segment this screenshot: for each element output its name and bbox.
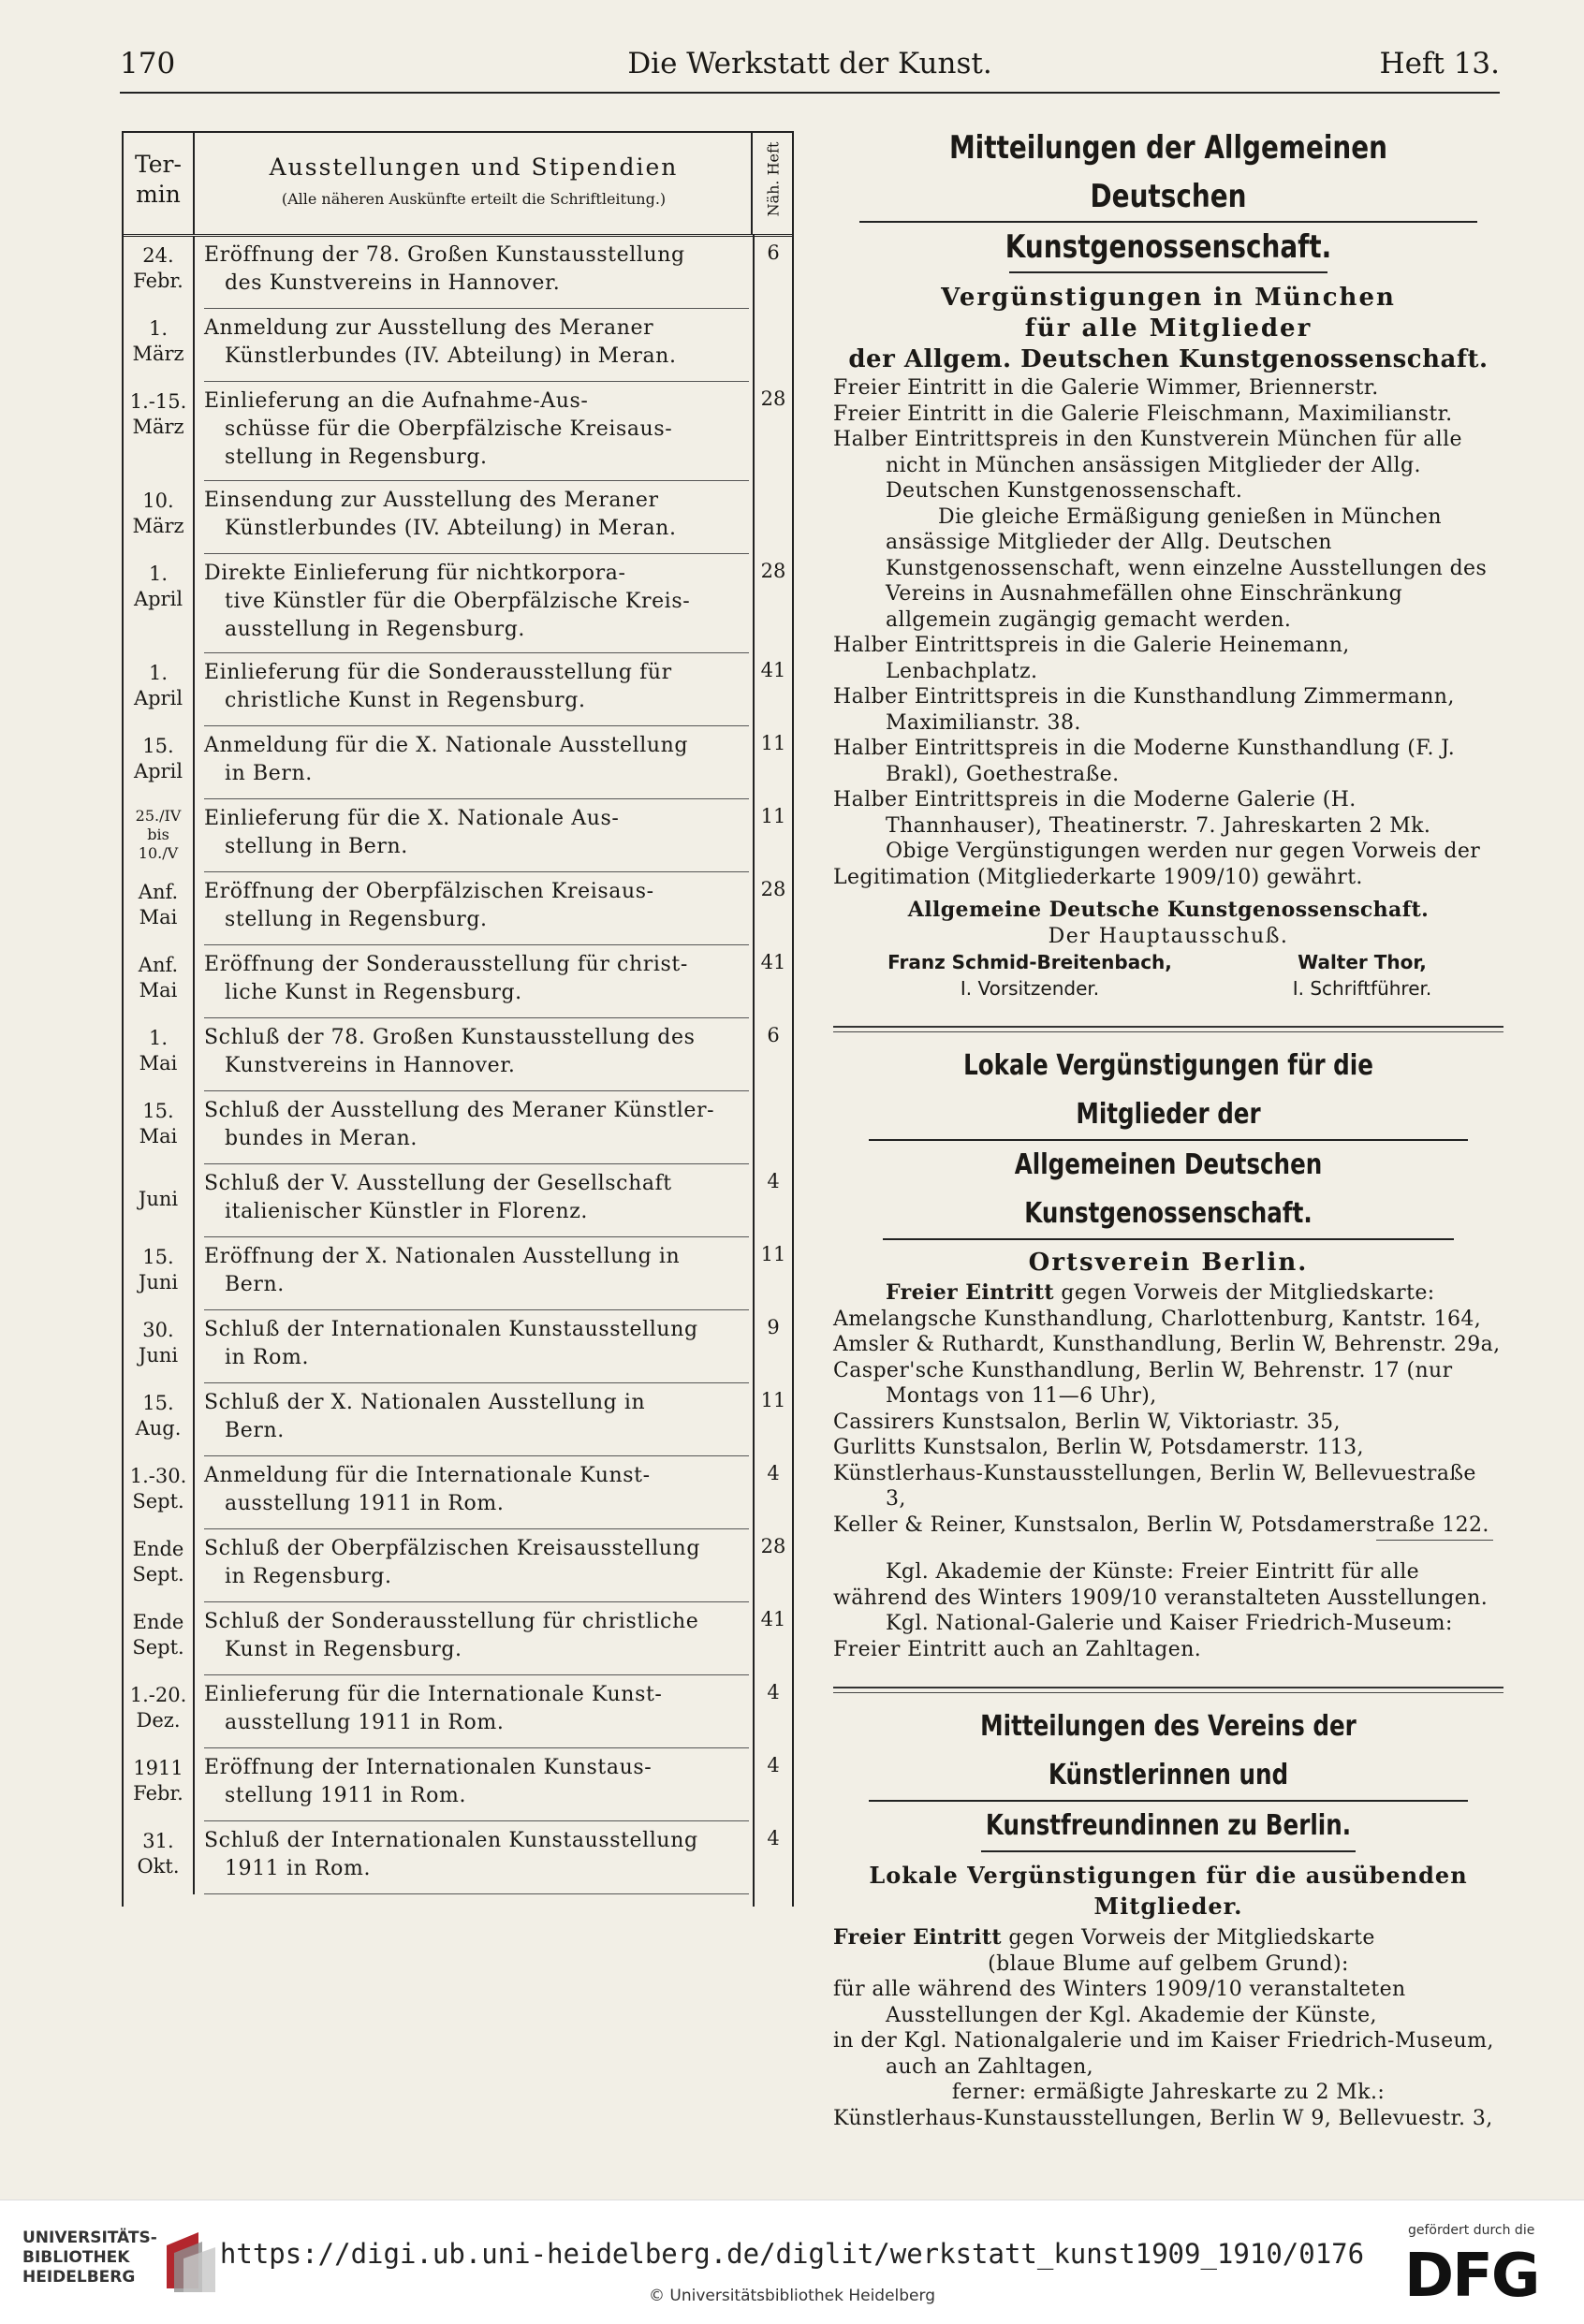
exhibition-table xyxy=(122,131,794,1907)
sec2-lead: Freier Eintritt gegen Vorweis der Mitgliedskarte: xyxy=(886,1280,1435,1305)
signatures xyxy=(833,949,1503,1001)
section-separator xyxy=(833,1031,1503,1032)
termin-header: Ter- min xyxy=(124,133,195,234)
right-column xyxy=(833,124,1503,2131)
row-date: 30. Juni xyxy=(124,1310,195,1383)
table-row xyxy=(124,309,792,382)
row-date: 1. März xyxy=(124,309,195,382)
row-heft: 41 xyxy=(760,659,786,681)
sec1-line: Halber Eintrittspreis in die Moderne Kunsthandlung (F. J. Brakl), Goethestraße. xyxy=(833,737,1456,786)
row-date: 10. März xyxy=(124,481,195,554)
sec1-line: Freier Eintritt in die Galerie Fleischmann, Maximilianstr. xyxy=(833,402,1453,426)
row-text: Schluß der V. Ausstellung der Gesellschaft italienischer Künstler in Florenz. xyxy=(204,1172,672,1223)
table-row xyxy=(124,1748,792,1821)
heft-header: Näh. Heft xyxy=(764,141,783,217)
page-number: 170 xyxy=(120,47,176,80)
short-rule xyxy=(1376,1540,1493,1541)
row-text: Einlieferung für die Sonderausstellung für christliche Kunst in Regensburg. xyxy=(204,661,672,712)
sec2-extra: Kgl. Akademie der Künste: Freier Eintritt für alle während des Winters 1909/10 veranstalteten Ausstellungen. xyxy=(833,1560,1489,1610)
row-date: 15. Juni xyxy=(124,1237,195,1310)
row-date: 1. April xyxy=(124,653,195,726)
table-row xyxy=(124,945,792,1018)
row-text: Schluß der 78. Großen Kunstausstellung des Kunstvereins in Hannover. xyxy=(204,1026,696,1077)
main-header-note: (Alle näheren Auskünfte erteilt die Schriftleitung.) xyxy=(281,190,667,208)
table-row xyxy=(124,1602,792,1675)
sec1-org: Allgemeine Deutsche Kunstgenossenschaft. xyxy=(907,898,1430,922)
sec1-title-line2: Kunstgenossenschaft. xyxy=(1005,228,1332,266)
header-rule xyxy=(120,92,1500,94)
table-row xyxy=(124,1018,792,1091)
section-separator xyxy=(833,1687,1503,1688)
sec1-committee: Der Hauptausschuß. xyxy=(1048,924,1289,948)
row-heft: 41 xyxy=(760,1608,786,1630)
sec2-title-line1: Lokale Vergünstigungen für die Mitglieder der xyxy=(963,1049,1373,1131)
sec1-subtitle-3: der Allgem. Deutschen Kunstgenossenschaft. xyxy=(848,345,1489,373)
row-date: Ende Sept. xyxy=(124,1529,195,1602)
table-row xyxy=(124,872,792,945)
table-header xyxy=(124,133,792,237)
row-text: Einsendung zur Ausstellung des Meraner Künstlerbundes (IV. Abteilung) in Meran. xyxy=(204,489,677,540)
row-text: Eröffnung der Sonderausstellung für christ- liche Kunst in Regensburg. xyxy=(204,953,688,1004)
row-date: 1.-20. Dez. xyxy=(124,1675,195,1748)
section-separator xyxy=(833,1026,1503,1028)
row-heft: 11 xyxy=(760,732,786,754)
sec2-line: Amsler & Ruthardt, Kunsthandlung, Berlin W, Behrenstr. 29a, xyxy=(833,1333,1501,1356)
table-row xyxy=(124,1675,792,1748)
sec1-line: Halber Eintrittspreis in den Kunstverein München für alle nicht in München ansässigen Mitglieder der Allg. Deutschen Kunstgenossenschaft. xyxy=(833,428,1462,503)
row-text: Anmeldung zur Ausstellung des Meraner Künstlerbundes (IV. Abteilung) in Meran. xyxy=(204,316,677,368)
row-heft: 41 xyxy=(760,951,786,973)
title-underline xyxy=(1009,271,1327,273)
library-logo[interactable]: UNIVERSITÄTS- BIBLIOTHEK HEIDELBERG xyxy=(22,2229,157,2287)
footer-bar xyxy=(0,2200,1584,2324)
row-date: 15. Aug. xyxy=(124,1383,195,1456)
sec3-line: in der Kgl. Nationalgalerie und im Kaiser Friedrich-Museum, auch an Zahltagen, xyxy=(833,2029,1494,2079)
row-text: Eröffnung der Internationalen Kunstaus- stellung 1911 in Rom. xyxy=(204,1756,653,1807)
row-heft: 4 xyxy=(767,1681,780,1703)
title-underline xyxy=(981,1850,1356,1852)
sec2-title-line2: Allgemeinen Deutschen Kunstgenossenschaft. xyxy=(1014,1148,1323,1230)
row-date: 1911 Febr. xyxy=(124,1748,195,1821)
row-text: Einlieferung für die X. Nationale Aus- stellung in Bern. xyxy=(204,807,620,858)
sec1-line: Die gleiche Ermäßigung genießen in München ansässige Mitglieder der Allg. Deutschen Kunstgenossenschaft, wenn einzelne Ausstellungen des Vereins in Ausnahmefällen ohne Einschränkung allgemein zugängig gemacht werden. xyxy=(886,504,1488,632)
row-text: Direkte Einlieferung für nichtkorpora- tive Künstler für die Oberpfälzische Kreis- ausstellung in Regensburg. xyxy=(204,562,691,641)
row-text: Schluß der Ausstellung des Meraner Künstler- bundes in Meran. xyxy=(204,1099,715,1150)
sec3-line: Künstlerhaus-Kunstausstellungen, Berlin W 9, Bellevuestr. 3, xyxy=(833,2106,1493,2130)
sec3-subtitle-2: Mitglieder. xyxy=(1093,1893,1243,1920)
row-date: Juni xyxy=(124,1164,195,1237)
row-text: Schluß der Sonderausstellung für christliche Kunst in Regensburg. xyxy=(204,1610,699,1661)
row-date: 15. Mai xyxy=(124,1091,195,1164)
sec3-line: für alle während des Winters 1909/10 veranstalteten Ausstellungen der Kgl. Akademie der Künste, xyxy=(833,1978,1406,2027)
page-url[interactable]: https://digi.ub.uni-heidelberg.de/diglit/werkstatt_kunst1909_1910/0176 xyxy=(219,2238,1365,2270)
table-row xyxy=(124,1237,792,1310)
row-text: Eröffnung der 78. Großen Kunstausstellung des Kunstvereins in Hannover. xyxy=(204,243,685,295)
table-row xyxy=(124,799,792,872)
table-row xyxy=(124,1529,792,1602)
table-row xyxy=(124,653,792,726)
sec2-line: Gurlitts Kunstsalon, Berlin W, Potsdamerstr. 113, xyxy=(833,1436,1364,1459)
row-date: 1. April xyxy=(124,554,195,653)
row-heft: 4 xyxy=(767,1170,780,1192)
sec2-extra: Kgl. National-Galerie und Kaiser Friedrich-Museum: Freier Eintritt auch an Zahltagen. xyxy=(833,1612,1453,1661)
sec2-line: Cassirers Kunstsalon, Berlin W, Viktoriastr. 35, xyxy=(833,1410,1341,1434)
table-row xyxy=(124,1383,792,1456)
row-rule xyxy=(204,1893,749,1894)
sec3-subtitle-1: Lokale Vergünstigungen für die ausübenden xyxy=(869,1862,1468,1889)
row-heft: 6 xyxy=(767,1024,780,1046)
table-row xyxy=(124,1091,792,1164)
sec1-line: Obige Vergünstigungen werden nur gegen Vorweis der Legitimation (Mitgliederkarte 1909/10) gewährt. xyxy=(833,840,1481,889)
table-row xyxy=(124,1821,792,1894)
table-row xyxy=(124,481,792,554)
main-header-title: Ausstellungen und Stipendien xyxy=(269,153,679,181)
sec1-subtitle-2: für alle Mitglieder xyxy=(1024,314,1313,343)
table-row xyxy=(124,554,792,653)
funding-caption: gefördert durch die xyxy=(1408,2223,1535,2238)
dfg-logo[interactable]: DFG xyxy=(1404,2242,1539,2311)
row-text: Schluß der X. Nationalen Ausstellung in Bern. xyxy=(204,1391,646,1442)
row-heft: 4 xyxy=(767,1827,780,1849)
row-heft: 11 xyxy=(760,805,786,827)
title-underline xyxy=(883,1238,1454,1240)
row-date: Ende Sept. xyxy=(124,1602,195,1675)
sec1-line: Halber Eintrittspreis in die Moderne Galerie (H. Thannhauser), Theatinerstr. 7. Jahreskarten 2 Mk. xyxy=(833,788,1431,838)
signature-left: Franz Schmid-Breitenbach, I. Vorsitzender. xyxy=(887,951,1172,1000)
row-text: Schluß der Internationalen Kunstausstellung in Rom. xyxy=(204,1318,698,1369)
copyright: © Universitätsbibliothek Heidelberg xyxy=(648,2287,935,2305)
row-text: Schluß der Oberpfälzischen Kreisausstellung in Regensburg. xyxy=(204,1537,701,1588)
row-date: 31. Okt. xyxy=(124,1821,195,1894)
row-heft: 28 xyxy=(760,1535,786,1557)
row-heft: 28 xyxy=(760,387,786,410)
table-row xyxy=(124,1310,792,1383)
sec3-line: ferner: ermäßigte Jahreskarte zu 2 Mk.: xyxy=(951,2081,1386,2104)
sec1-line: Halber Eintrittspreis in die Kunsthandlung Zimmermann, Maximilianstr. 38. xyxy=(833,685,1455,735)
sec2-line: Künstlerhaus-Kunstausstellungen, Berlin W, Bellevuestraße 3, xyxy=(833,1461,1476,1511)
sec3-title-line2: Kunstfreundinnen zu Berlin. xyxy=(985,1809,1352,1842)
signature-right: Walter Thor, I. Schriftführer. xyxy=(1292,951,1432,1000)
journal-title: Die Werkstatt der Kunst. xyxy=(627,47,992,80)
row-text: Anmeldung für die X. Nationale Ausstellung in Bern. xyxy=(204,734,689,785)
row-heft: 11 xyxy=(760,1243,786,1265)
row-date: 1.-30. Sept. xyxy=(124,1456,195,1529)
sec1-title-line1: Mitteilungen der Allgemeinen Deutschen xyxy=(948,129,1388,215)
row-date: 15. April xyxy=(124,726,195,799)
row-date: 1.-15. März xyxy=(124,382,195,481)
row-date: Anf. Mai xyxy=(124,872,195,945)
section-separator xyxy=(833,1692,1503,1693)
sec2-subtitle: Ortsverein Berlin. xyxy=(1028,1249,1309,1277)
main-header xyxy=(197,133,753,234)
table-row xyxy=(124,726,792,799)
row-heft: 11 xyxy=(760,1389,786,1411)
row-date: 24. Febr. xyxy=(124,236,195,309)
sec1-line: Halber Eintrittspreis in die Galerie Heinemann, Lenbachplatz. xyxy=(833,634,1350,683)
sec3-title-line1: Mitteilungen des Vereins der Künstlerinnen und xyxy=(980,1710,1357,1791)
row-heft: 4 xyxy=(767,1462,780,1484)
table-row xyxy=(124,1456,792,1529)
row-text: Einlieferung für die Internationale Kunst- ausstellung 1911 in Rom. xyxy=(204,1683,663,1734)
row-text: Anmeldung für die Internationale Kunst- ausstellung 1911 in Rom. xyxy=(204,1464,651,1515)
row-text: Eröffnung der Oberpfälzischen Kreisaus- stellung in Regensburg. xyxy=(204,880,654,931)
sec1-subtitle-1: Vergünstigungen in München xyxy=(941,284,1396,312)
row-heft: 9 xyxy=(767,1316,780,1338)
table-row xyxy=(124,1164,792,1237)
row-date: 25./IV bis 10./V xyxy=(124,799,195,872)
sec2-line: Casper'sche Kunsthandlung, Berlin W, Behrenstr. 17 (nur Montags von 11—6 Uhr), xyxy=(833,1358,1453,1408)
sec2-line: Keller & Reiner, Kunstsalon, Berlin W, Potsdamerstraße 122. xyxy=(833,1513,1489,1537)
running-header xyxy=(120,43,1500,88)
table-row xyxy=(124,382,792,481)
table-row xyxy=(124,236,792,309)
row-heft: 6 xyxy=(767,241,780,264)
row-date: Anf. Mai xyxy=(124,945,195,1018)
sec1-line: Freier Eintritt in die Galerie Wimmer, Briennerstr. xyxy=(833,376,1379,400)
row-heft: 28 xyxy=(760,878,786,900)
sec3-lead: Freier Eintritt gegen Vorweis der Mitgliedskarte xyxy=(833,1925,1375,1950)
issue-number: Heft 13. xyxy=(1379,47,1500,80)
sec3-lead-2: (blaue Blume auf gelbem Grund): xyxy=(988,1951,1349,1976)
row-date: 1. Mai xyxy=(124,1018,195,1091)
row-text: Eröffnung der X. Nationalen Ausstellung in Bern. xyxy=(204,1245,681,1296)
row-heft: 28 xyxy=(760,560,786,582)
row-heft: 4 xyxy=(767,1754,780,1776)
row-text: Einlieferung an die Aufnahme-Aus- schüsse für die Oberpfälzische Kreisaus- stellung in Regensburg. xyxy=(204,389,673,469)
sec2-line: Amelangsche Kunsthandlung, Charlottenburg, Kantstr. 164, xyxy=(833,1307,1482,1331)
row-text: Schluß der Internationalen Kunstausstellung 1911 in Rom. xyxy=(204,1829,698,1880)
